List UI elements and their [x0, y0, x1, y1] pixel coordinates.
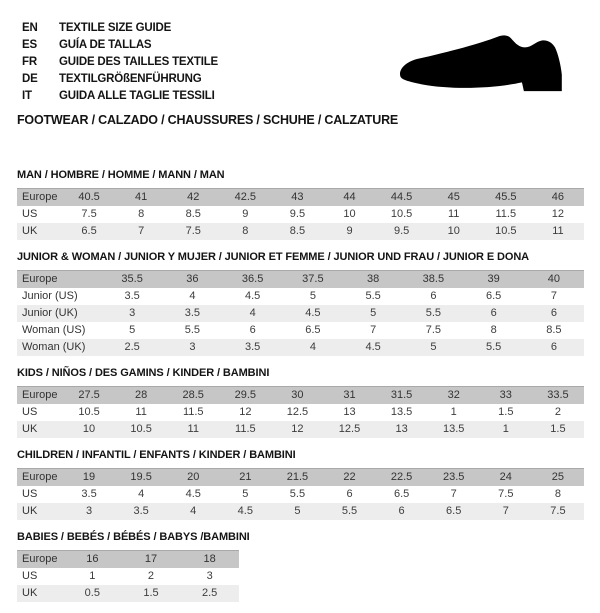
size-cell: 12.5 [323, 421, 375, 438]
row-label-cell: Woman (US) [22, 324, 86, 336]
row-label-cell: US [22, 570, 38, 582]
size-cell: 8.5 [185, 208, 201, 220]
size-cell: 3 [102, 305, 162, 322]
row-label-cell: Europe [17, 387, 63, 405]
size-cell: 7.5 [425, 324, 442, 336]
size-cell: 1.5 [498, 406, 514, 418]
size-table-junior [17, 251, 584, 356]
size-cell: 11 [447, 208, 460, 220]
size-cell: 21 [219, 469, 271, 487]
size-cell: 12 [551, 208, 565, 220]
size-cell: 38.5 [403, 271, 463, 289]
size-cell: 6 [376, 503, 428, 520]
size-cell: 7.5 [498, 488, 514, 500]
size-table-kids [17, 367, 584, 438]
size-cell: 38 [343, 271, 403, 289]
size-row-us [17, 404, 584, 421]
row-label-cell: Junior (US) [22, 290, 78, 302]
size-cell: 46 [532, 189, 584, 207]
size-cell: 3 [63, 503, 115, 520]
size-cell: 42 [167, 189, 219, 207]
row-label-cell: UK [17, 585, 63, 602]
size-cell: 39 [464, 271, 524, 289]
row-label-cell: Europe [17, 551, 63, 569]
language-label: GUÍA DE TALLAS [59, 39, 152, 51]
size-cell: 8 [219, 223, 271, 240]
language-row-de [22, 71, 218, 88]
size-cell: 2 [147, 570, 155, 582]
size-cell: 9.5 [289, 208, 306, 220]
size-cell: 10 [428, 223, 480, 240]
size-cell: 30 [271, 387, 323, 405]
size-cell: 4.5 [283, 305, 343, 322]
size-table-grid [17, 468, 584, 520]
language-code: ES [22, 39, 37, 51]
size-cell: 36 [162, 271, 222, 289]
size-cell: 7 [480, 503, 532, 520]
row-label-cell: Europe [17, 469, 63, 487]
size-cell: 8 [138, 208, 145, 220]
table-title: BABIES / BEBÉS / BÉBÉS / BABYS /BAMBINI [17, 531, 250, 543]
size-cell: 32 [428, 387, 480, 405]
size-cell: 33 [480, 387, 532, 405]
row-label-cell: Europe [17, 271, 102, 289]
shoe-icon [396, 26, 574, 96]
size-row-woman-uk [17, 339, 584, 356]
size-cell: 5.5 [464, 339, 524, 356]
row-label-cell: US [22, 488, 38, 500]
size-cell: 13 [343, 406, 356, 418]
size-cell: 45 [428, 189, 480, 207]
size-cell: 29.5 [219, 387, 271, 405]
size-cell: 44.5 [376, 189, 428, 207]
size-cell: 36.5 [223, 271, 283, 289]
size-cell: 11 [167, 421, 219, 438]
size-cell: 12 [271, 421, 323, 438]
size-cell: 7.5 [532, 503, 584, 520]
size-cell: 22 [323, 469, 375, 487]
size-row-us [17, 206, 584, 223]
size-row-junior-uk [17, 305, 584, 322]
size-cell: 5.5 [184, 324, 201, 336]
size-tables [17, 169, 584, 613]
size-cell: 3.5 [81, 488, 97, 500]
size-cell: 6.5 [305, 324, 321, 336]
size-cell: 1 [89, 570, 96, 582]
size-cell: 3 [162, 339, 222, 356]
size-cell: 42.5 [219, 189, 271, 207]
size-cell: 9 [323, 223, 375, 240]
size-row-uk [17, 421, 584, 438]
row-label-cell: UK [17, 421, 63, 438]
size-cell: 1 [450, 406, 457, 418]
size-table-grid [17, 270, 584, 356]
size-cell: 31 [323, 387, 375, 405]
row-label-cell: UK [17, 503, 63, 520]
size-cell: 18 [180, 551, 239, 569]
size-cell: 3.5 [124, 290, 140, 302]
size-cell: 45.5 [480, 189, 532, 207]
size-cell: 19 [63, 469, 115, 487]
size-cell: 7 [450, 488, 457, 500]
size-cell: 8.5 [271, 223, 323, 240]
size-table-children [17, 449, 584, 520]
language-row-es [22, 37, 218, 54]
size-cell: 20 [167, 469, 219, 487]
size-cell: 4.5 [244, 290, 261, 302]
size-cell: 23.5 [428, 469, 480, 487]
size-cell: 40 [524, 271, 584, 289]
size-cell: 5.5 [365, 290, 381, 302]
size-table-grid [17, 188, 584, 240]
language-label: GUIDA ALLE TAGLIE TESSILI [59, 90, 215, 102]
size-cell: 8 [554, 488, 561, 500]
size-cell: 43 [271, 189, 323, 207]
language-row-it [22, 88, 218, 105]
size-cell: 4 [283, 339, 343, 356]
language-code: DE [22, 73, 38, 85]
size-cell: 33.5 [532, 387, 584, 405]
size-cell: 10.5 [115, 421, 167, 438]
size-cell: 4 [189, 290, 196, 302]
size-cell: 10.5 [78, 406, 100, 418]
size-cell: 11 [532, 223, 584, 240]
row-label-cell: US [22, 208, 38, 220]
size-cell: 6.5 [428, 503, 480, 520]
table-title: JUNIOR & WOMAN / JUNIOR Y MUJER / JUNIOR ET FEMME / JUNIOR UND FRAU / JUNIOR E DONA [17, 251, 530, 263]
size-table-grid [17, 550, 239, 602]
size-cell: 3.5 [223, 339, 283, 356]
size-row-uk [17, 223, 584, 240]
size-cell: 6 [524, 339, 584, 356]
size-cell: 7 [370, 324, 377, 336]
size-cell: 8.5 [546, 324, 562, 336]
size-cell: 21.5 [271, 469, 323, 487]
size-cell: 12 [239, 406, 252, 418]
size-cell: 6 [464, 305, 524, 322]
size-cell: 4.5 [219, 503, 271, 520]
size-cell: 5 [129, 324, 136, 336]
size-row-europe [17, 189, 584, 207]
language-code: IT [22, 90, 32, 102]
size-cell: 25 [532, 469, 584, 487]
size-cell: 10 [343, 208, 356, 220]
size-cell: 7 [115, 223, 167, 240]
table-title: MAN / HOMBRE / HOMME / MANN / MAN [17, 169, 225, 181]
row-label-cell: US [22, 406, 38, 418]
size-table-babies [17, 531, 584, 602]
size-cell: 44 [323, 189, 375, 207]
size-row-europe [17, 551, 239, 569]
size-cell: 2.5 [102, 339, 162, 356]
size-cell: 6 [346, 488, 353, 500]
size-cell: 6.5 [393, 488, 410, 500]
size-cell: 35.5 [102, 271, 162, 289]
size-table-man [17, 169, 584, 240]
size-cell: 12.5 [286, 406, 309, 418]
language-code: FR [22, 56, 37, 68]
size-table-grid [17, 386, 584, 438]
size-cell: 6 [249, 324, 256, 336]
size-cell: 5 [403, 339, 463, 356]
language-label: TEXTILGRÖßENFÜHRUNG [59, 73, 202, 85]
size-row-us [17, 486, 584, 503]
size-cell: 0.5 [63, 585, 122, 602]
size-cell: 4 [223, 305, 283, 322]
table-title: CHILDREN / INFANTIL / ENFANTS / KINDER / BAMBINI [17, 449, 296, 461]
row-label-cell: Junior (UK) [17, 305, 102, 322]
size-cell: 3 [206, 570, 213, 582]
size-cell: 11.5 [219, 421, 271, 438]
language-row-en [22, 20, 218, 37]
size-cell: 10.5 [390, 208, 413, 220]
size-cell: 13.5 [390, 406, 413, 418]
size-cell: 27.5 [63, 387, 115, 405]
size-cell: 13 [376, 421, 428, 438]
size-cell: 11.5 [182, 406, 204, 418]
language-code: EN [22, 22, 38, 34]
size-cell: 3.5 [115, 503, 167, 520]
size-cell: 8 [490, 324, 497, 336]
size-cell: 31.5 [376, 387, 428, 405]
table-title: KIDS / NIÑOS / DES GAMINS / KINDER / BAMBINI [17, 367, 270, 379]
row-label-cell: UK [17, 223, 63, 240]
language-list [22, 20, 218, 105]
size-cell: 24 [480, 469, 532, 487]
size-cell: 40.5 [63, 189, 115, 207]
size-cell: 28.5 [167, 387, 219, 405]
size-cell: 9.5 [376, 223, 428, 240]
size-cell: 1.5 [122, 585, 181, 602]
size-cell: 28 [115, 387, 167, 405]
size-cell: 10 [63, 421, 115, 438]
size-cell: 5.5 [323, 503, 375, 520]
size-row-us [17, 568, 239, 585]
size-cell: 6.5 [63, 223, 115, 240]
size-cell: 4 [138, 488, 145, 500]
language-row-fr [22, 54, 218, 71]
size-cell: 9 [242, 208, 249, 220]
size-row-woman-us [17, 322, 584, 339]
size-cell: 41 [115, 189, 167, 207]
size-cell: 5 [309, 290, 316, 302]
size-row-europe [17, 469, 584, 487]
size-cell: 16 [63, 551, 122, 569]
size-row-europe [17, 271, 584, 289]
row-label-cell: Europe [17, 189, 63, 207]
size-cell: 7.5 [167, 223, 219, 240]
size-row-uk [17, 585, 239, 602]
size-cell: 17 [122, 551, 181, 569]
size-cell: 2.5 [180, 585, 239, 602]
size-cell: 1 [480, 421, 532, 438]
language-label: TEXTILE SIZE GUIDE [59, 22, 172, 34]
size-cell: 11 [135, 406, 147, 418]
size-row-uk [17, 503, 584, 520]
size-cell: 5.5 [289, 488, 306, 500]
size-cell: 5.5 [403, 305, 463, 322]
category-line: FOOTWEAR / CALZADO / CHAUSSURES / SCHUHE / CALZATURE [17, 113, 399, 127]
size-row-junior-us [17, 288, 584, 305]
size-row-europe [17, 387, 584, 405]
size-cell: 19.5 [115, 469, 167, 487]
size-cell: 13.5 [428, 421, 480, 438]
size-cell: 3.5 [162, 305, 222, 322]
size-cell: 22.5 [376, 469, 428, 487]
size-cell: 4.5 [343, 339, 403, 356]
size-cell: 11.5 [495, 208, 517, 220]
size-cell: 7.5 [81, 208, 97, 220]
size-cell: 37.5 [283, 271, 343, 289]
size-cell: 6 [430, 290, 437, 302]
size-cell: 4.5 [185, 488, 201, 500]
size-cell: 6 [524, 305, 584, 322]
size-cell: 10.5 [480, 223, 532, 240]
language-label: GUIDE DES TAILLES TEXTILE [59, 56, 218, 68]
size-cell: 5 [343, 305, 403, 322]
size-cell: 5 [271, 503, 323, 520]
size-cell: 1.5 [532, 421, 584, 438]
size-cell: 2 [554, 406, 561, 418]
size-cell: 4 [167, 503, 219, 520]
size-cell: 6.5 [485, 290, 502, 302]
size-cell: 5 [242, 488, 249, 500]
size-cell: 7 [550, 290, 557, 302]
row-label-cell: Woman (UK) [17, 339, 102, 356]
